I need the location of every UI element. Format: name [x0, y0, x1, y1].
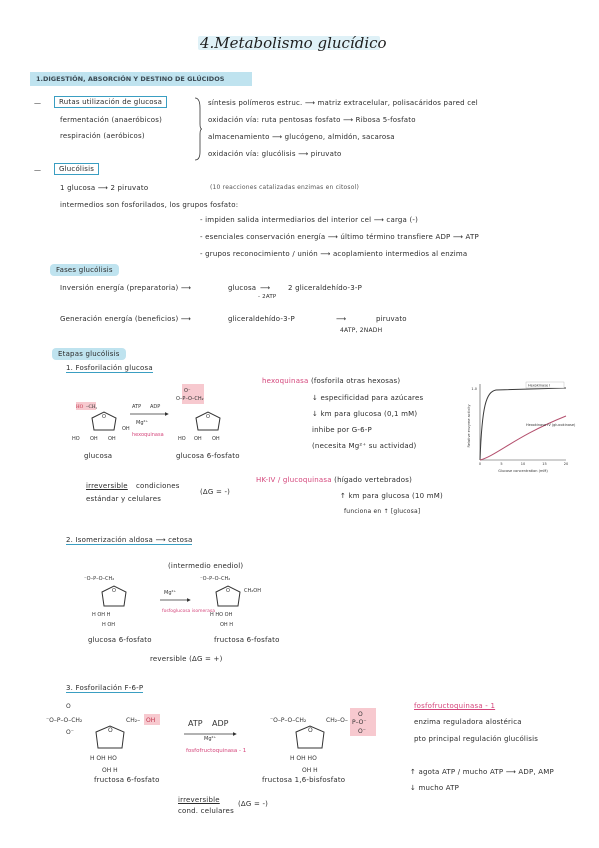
x-tick-label: 5	[500, 462, 503, 466]
hexo-rest: (fosforila otras hexosas)	[308, 377, 401, 385]
conditions-note-2: estándar y celulares	[86, 495, 162, 503]
svg-text:OH: OH	[108, 436, 116, 442]
pfk-line: enzima reguladora alostérica	[414, 718, 522, 726]
svg-text:O: O	[226, 588, 230, 594]
glucolisis-note: (10 reacciones catalizadas enzimas en citosol)	[210, 184, 359, 191]
generacion-result: piruvato	[376, 315, 407, 323]
step1-title-text: 1. Fosforilación glucosa	[66, 364, 153, 372]
svg-text:H OH HO: H OH HO	[290, 755, 317, 762]
svg-text:OH: OH	[122, 426, 130, 432]
step2-title-text: 2. Isomerización aldosa ⟶ cetosa	[66, 536, 193, 544]
ruta-line: oxidación vía: ruta pentosas fosfato ⟶ Ribosa 5-fosfato	[208, 116, 416, 124]
dg-note: (ΔG = -)	[200, 488, 231, 496]
x-tick-label: 10	[520, 462, 526, 466]
generacion-atp: 4ATP, 2NADH	[340, 327, 383, 334]
svg-text:OH H: OH H	[220, 622, 234, 628]
step2-label-g6p: glucosa 6-fosfato	[88, 636, 152, 644]
mg-text-3: Mg²⁺	[204, 736, 217, 742]
glucolisis-eq: 1 glucosa ⟶ 2 piruvato	[60, 184, 149, 192]
chart-svg	[466, 376, 576, 476]
svg-text:⁻O–P–O–CH₂: ⁻O–P–O–CH₂	[270, 717, 307, 724]
dash-bullet: —	[34, 99, 42, 107]
svg-text:⁻O–P–O–CH₂: ⁻O–P–O–CH₂	[46, 717, 83, 724]
legend-label-2: Hexokinase IV (glucokinase)	[526, 423, 576, 427]
svg-text:CH₂–O–: CH₂–O–	[326, 717, 348, 724]
pfk-reg: ↑ agota ATP / mucho ATP ⟶ ADP, AMP	[410, 768, 554, 776]
svg-text:H OH HO: H OH HO	[90, 755, 117, 762]
svg-text:O⁻: O⁻	[358, 728, 366, 735]
svg-text:OH: OH	[90, 436, 98, 442]
svg-text:OH H: OH H	[102, 767, 118, 774]
step2-intermedio: (intermedio enediol)	[168, 562, 244, 570]
svg-text:⁻O–P–O–CH₂: ⁻O–P–O–CH₂	[200, 576, 231, 582]
hexo-line: inhibe por G-6-P	[312, 426, 372, 434]
svg-text:CH₂–: CH₂–	[126, 717, 141, 724]
pfk-title: fosfofructoquinasa - 1	[414, 702, 496, 710]
svg-text:O: O	[108, 727, 113, 734]
etapas-label: Etapas glucólisis	[52, 348, 126, 360]
hexo-line: ↓ km para glucosa (0,1 mM)	[312, 410, 418, 418]
svg-text:P–O⁻: P–O⁻	[352, 719, 367, 726]
svg-text:H OH H: H OH H	[92, 612, 111, 618]
step3-label-f16bp: fructosa 1,6-bisfosfato	[262, 776, 346, 784]
hk4-word: HK-IV / glucoquinasa	[256, 476, 332, 484]
rutas-item: respiración (aeróbicos)	[60, 132, 145, 140]
f6p-phosphorylation-diagram	[40, 700, 380, 776]
step2-enzyme: fosfoglucosa isomerasa	[162, 609, 215, 614]
legend-label-1: Hexokinase I	[528, 383, 551, 388]
rutas-label: Rutas utilización de glucosa	[54, 96, 167, 108]
svg-text:H HO OH: H HO OH	[210, 612, 233, 618]
inversion-line: Inversión energía (preparatoria) ⟶	[60, 284, 192, 292]
x-tick-label: 15	[542, 462, 547, 466]
hexo-line	[262, 377, 400, 385]
page-title: 4.Metabolismo glucídico	[200, 34, 387, 52]
enzyme-activity-chart	[466, 376, 576, 476]
mg-text-2: Mg²⁺	[164, 590, 177, 596]
svg-text:HO: HO	[76, 405, 84, 410]
step3-label-f6p: fructosa 6-fosfato	[94, 776, 160, 784]
rutas-item: fermentación (anaeróbicos)	[60, 116, 163, 124]
svg-text:O: O	[112, 588, 116, 594]
inversion-sub: glucosa	[228, 284, 257, 292]
svg-text:O–P–O–CH₂: O–P–O–CH₂	[176, 396, 204, 402]
svg-text:O: O	[308, 727, 313, 734]
ruta-line: síntesis polímeros estruc. ⟶ matriz extracelular, polisacáridos pared cel	[208, 99, 478, 107]
step1-label-g6p: glucosa 6-fosfato	[176, 452, 240, 460]
step3-cond: cond. celulares	[178, 807, 234, 815]
generacion-sub: gliceraldehído-3-P	[228, 315, 295, 323]
step1-title	[66, 364, 153, 373]
arrow: ⟶	[260, 284, 271, 292]
section-banner: 1.DIGESTIÓN, ABSORCIÓN Y DESTINO DE GLÚCIDOS	[30, 72, 252, 86]
generacion-line: Generación energía (beneficios) ⟶	[60, 315, 192, 323]
svg-text:O⁻: O⁻	[66, 729, 74, 736]
pfk-line: pto principal regulación glucólisis	[414, 735, 539, 743]
inversion-atp: - 2ATP	[258, 294, 277, 300]
atp-text: ATP	[132, 404, 142, 410]
x-tick-label: 0	[478, 462, 482, 466]
inversion-result: 2 gliceraldehído-3-P	[288, 284, 362, 292]
hexo-word: hexoquinasa	[262, 377, 309, 385]
svg-text:O⁻: O⁻	[184, 388, 191, 394]
svg-text:–CH₂: –CH₂	[86, 405, 98, 410]
glucoquinasa-line: ↑ km para glucosa (10 mM)	[340, 492, 443, 500]
adp-text: ADP	[150, 404, 161, 410]
dash-bullet: —	[34, 166, 42, 174]
chart-ylabel: Relative enzyme activity	[467, 404, 471, 448]
grupo-line: - grupos reconocimiento / unión ⟶ acoplamiento intermedios al enzima	[200, 250, 468, 258]
atp-text-3: ATP	[188, 719, 203, 728]
svg-text:HO: HO	[178, 436, 186, 442]
mg-text: Mg²⁺	[136, 420, 149, 426]
step1-label-glucosa: glucosa	[84, 452, 113, 460]
x-ticks	[479, 462, 568, 466]
svg-text:⁻O–P–O–CH₂: ⁻O–P–O–CH₂	[84, 576, 115, 582]
glucoquinasa-line	[256, 476, 412, 484]
grupo-line: - impiden salida intermediarios del interior cel ⟶ carga (-)	[200, 216, 419, 224]
irreversible-note: irreversible	[86, 482, 128, 490]
adp-text-3: ADP	[212, 719, 229, 728]
ruta-line: oxidación vía: glucólisis ⟶ piruvato	[208, 150, 342, 158]
svg-text:CH₂OH: CH₂OH	[244, 588, 261, 594]
step3-enzyme: fosfofructoquinasa - 1	[186, 748, 247, 754]
conditions-note: condiciones	[136, 482, 180, 490]
step3-title	[66, 684, 143, 693]
intermedios-line: intermedios son fosforilados, los grupos fosfato:	[60, 201, 239, 209]
brace	[193, 96, 203, 162]
hexo-line: ↓ especificidad para azúcares	[312, 394, 424, 402]
ruta-line: almacenamiento ⟶ glucógeno, almidón, sacarosa	[208, 133, 395, 141]
step2-reversible: reversible (ΔG = +)	[150, 655, 223, 663]
fases-label: Fases glucólisis	[50, 264, 119, 276]
svg-text:O: O	[206, 414, 210, 420]
step2-label-f6p: fructosa 6-fosfato	[214, 636, 280, 644]
step1-enzyme: hexoquinasa	[132, 432, 164, 438]
hk4-rest: (hígado vertebrados)	[331, 476, 413, 484]
hexo-line: (necesita Mg²⁺ su actividad)	[312, 442, 417, 450]
pfk-reg: ↓ mucho ATP	[410, 784, 460, 792]
svg-text:OH H: OH H	[302, 767, 318, 774]
chart-xlabel: Glucose concentration (mM)	[498, 469, 548, 473]
isomerization-diagram	[80, 570, 280, 634]
svg-text:OH: OH	[194, 436, 202, 442]
step3-irreversible: irreversible	[178, 796, 220, 804]
y-tick: 1.0	[471, 387, 477, 391]
glucolisis-label: Glucólisis	[54, 163, 99, 175]
step2-title	[66, 536, 192, 545]
arrow: ⟶	[336, 315, 347, 323]
svg-text:O: O	[358, 711, 363, 718]
step3-title-text: 3. Fosforilación F-6-P	[66, 684, 144, 692]
svg-text:OH: OH	[212, 436, 220, 442]
svg-text:O: O	[102, 414, 106, 420]
glucoquinasa-line: funciona en ↑ [glucosa]	[344, 508, 421, 515]
svg-text:H OH: H OH	[102, 622, 116, 628]
step3-dg: (ΔG = -)	[238, 800, 269, 808]
x-tick-label: 20	[563, 462, 569, 466]
svg-text:OH: OH	[146, 717, 156, 724]
grupo-line: - esenciales conservación energía ⟶ último término transfiere ADP ⟶ ATP	[200, 233, 479, 241]
svg-text:HO: HO	[72, 436, 80, 442]
glucose-phosphorylation-diagram	[70, 384, 270, 454]
svg-text:O: O	[66, 703, 71, 710]
